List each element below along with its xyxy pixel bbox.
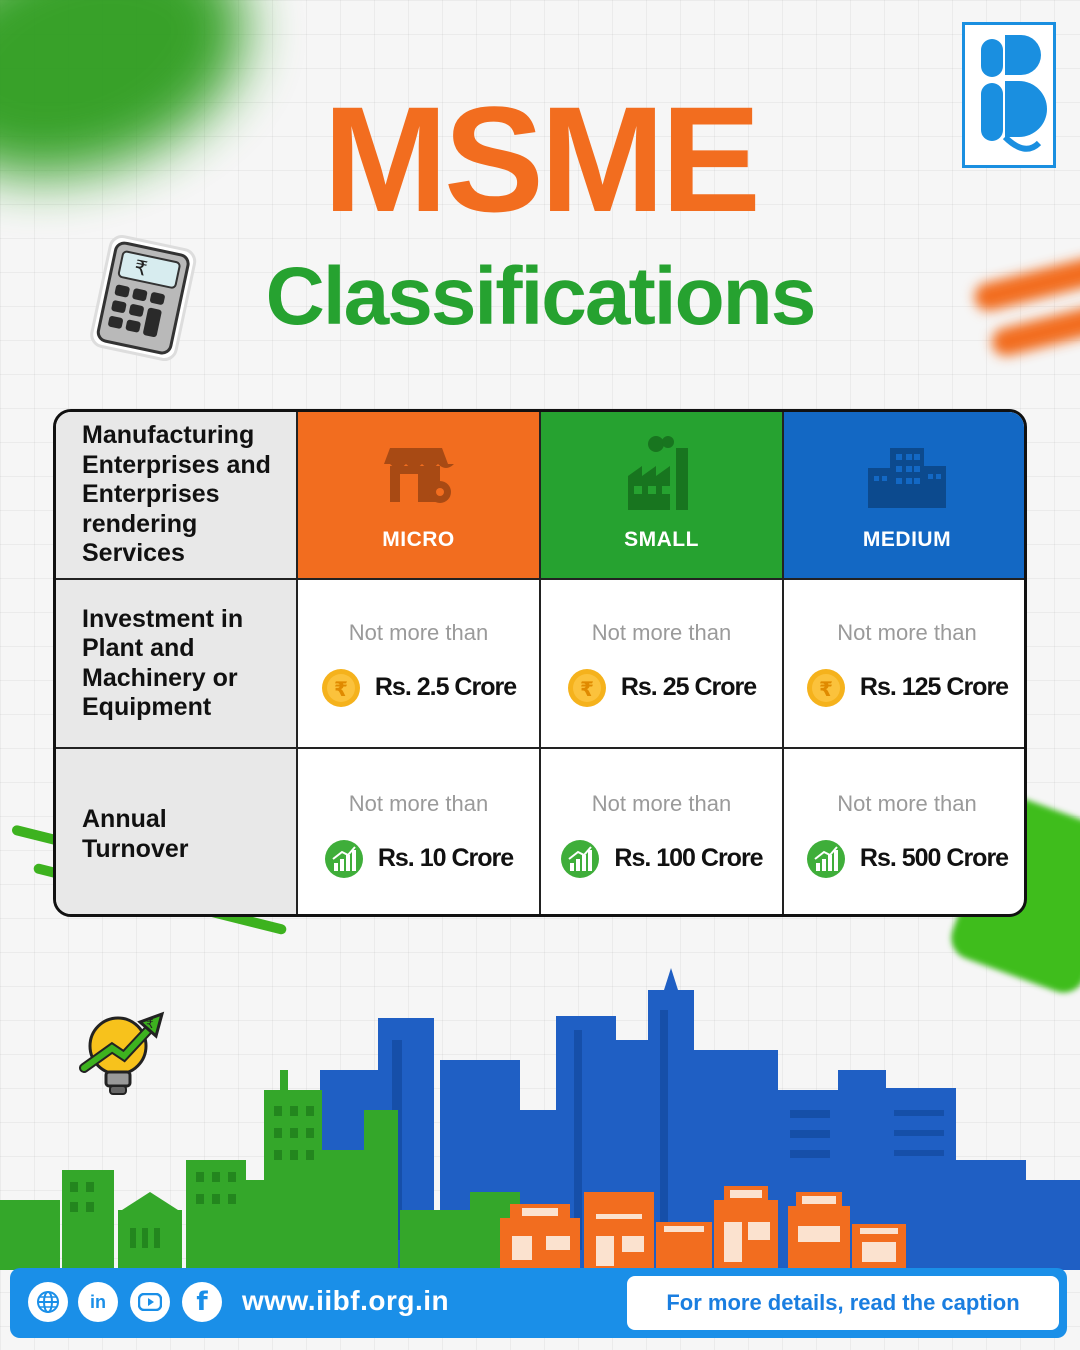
svg-text:₹: ₹ (818, 676, 832, 701)
column-label: MICRO (382, 528, 455, 551)
limit-value: Rs. 500 Crore (859, 844, 1009, 872)
svg-text:₹: ₹ (146, 1017, 154, 1031)
footer-bar (10, 1268, 1067, 1338)
limit-prefix: Not more than (591, 790, 732, 816)
shop-icon (384, 444, 454, 513)
svg-text:₹: ₹ (132, 254, 150, 281)
limit-prefix: Not more than (348, 619, 489, 645)
row-label-turnover: Annual Turnover (56, 749, 298, 917)
facebook-icon[interactable]: f (182, 1282, 222, 1322)
calculator-icon (86, 232, 200, 366)
row-label-investment: Investment in Plant and Machinery or Equipment (56, 580, 298, 749)
investment-small-cell (541, 580, 784, 749)
table-header-label: Manufacturing Enterprises and Enterprises rendering Services (56, 412, 298, 580)
read-caption-button[interactable]: For more details, read the caption (627, 1276, 1059, 1330)
column-header-medium (784, 412, 1027, 580)
rupee-coin-icon (567, 668, 607, 708)
page-title: MSME (323, 75, 757, 243)
website-link[interactable]: www.iibf.org.in (242, 1285, 450, 1316)
youtube-icon[interactable] (130, 1282, 170, 1322)
linkedin-icon[interactable]: in (78, 1282, 118, 1322)
growth-chart-icon (324, 839, 364, 879)
limit-value: Rs. 100 Crore (614, 844, 763, 872)
city-skyline-illustration (0, 960, 1080, 1270)
rupee-coin-icon (321, 668, 361, 708)
column-header-micro (298, 412, 541, 580)
growth-chart-icon (806, 839, 846, 879)
turnover-micro-cell (298, 749, 541, 917)
limit-value: Rs. 2.5 Crore (374, 673, 517, 701)
limit-value: Rs. 125 Crore (859, 673, 1009, 701)
limit-value: Rs. 25 Crore (620, 673, 757, 701)
rupee-coin-icon (806, 668, 846, 708)
limit-prefix: Not more than (591, 619, 732, 645)
svg-text:₹: ₹ (333, 676, 347, 701)
svg-text:₹: ₹ (579, 676, 593, 701)
turnover-medium-cell (784, 749, 1027, 917)
globe-icon[interactable] (28, 1282, 68, 1322)
limit-prefix: Not more than (348, 790, 489, 816)
page-subtitle: Classifications (265, 251, 815, 342)
limit-prefix: Not more than (837, 619, 977, 645)
factory-icon (624, 434, 700, 517)
investment-medium-cell (784, 580, 1027, 749)
office-building-icon (864, 444, 950, 513)
limit-prefix: Not more than (837, 790, 977, 816)
msme-classification-table (53, 409, 1027, 917)
growth-chart-icon (560, 839, 600, 879)
column-label: SMALL (624, 528, 699, 551)
column-label: MEDIUM (862, 528, 952, 551)
column-header-small (541, 412, 784, 580)
turnover-small-cell (541, 749, 784, 917)
investment-micro-cell (298, 580, 541, 749)
limit-value: Rs. 10 Crore (377, 844, 514, 872)
